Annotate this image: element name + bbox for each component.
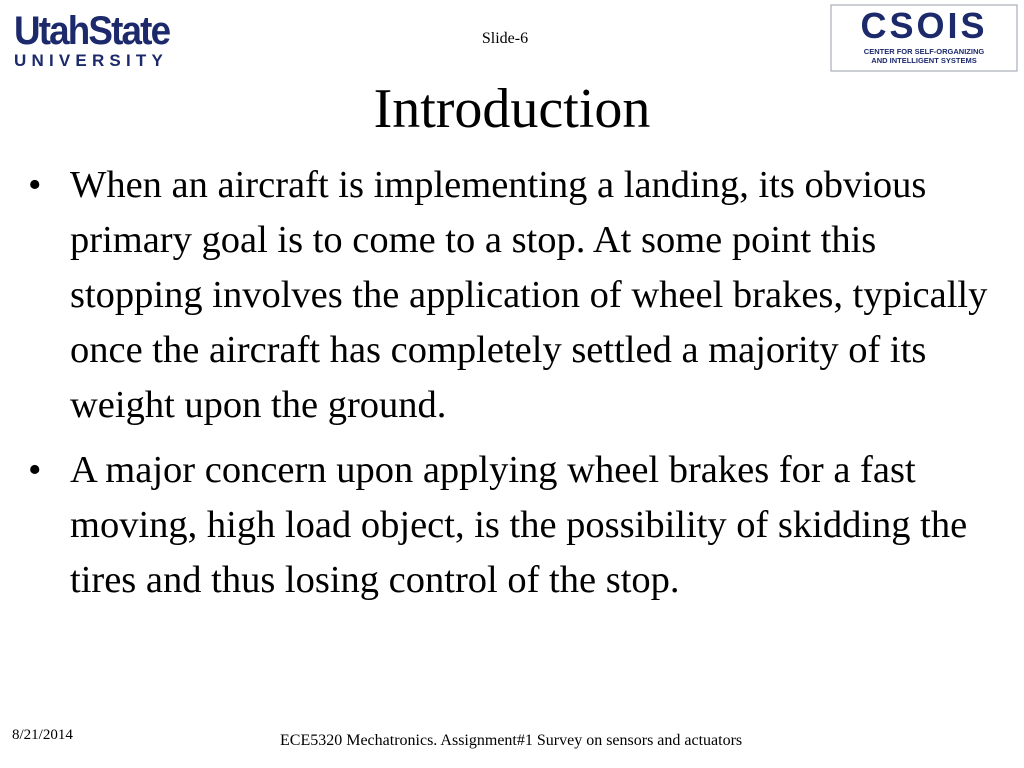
footer-course: ECE5320 Mechatronics. Assignment#1 Survey on sensors and actuators [280, 732, 743, 749]
bullet-text: A major concern upon applying wheel brakes for a fast moving, high load object, is the possibility of skidding the tires and thus losing control of the stop. [70, 449, 968, 601]
slide-number: Slide-6 [481, 30, 529, 47]
csois-logo-name: CSOIS [860, 5, 988, 46]
bullet-text: When an aircraft is implementing a landing, its obvious primary goal is to come to a stop. At some point this stopping involves the application of wheel brakes, typically once the aircraft has completely settled a majority of its weight upon the ground. [70, 164, 988, 426]
slide-title: Introduction [373, 78, 651, 140]
csois-logo [830, 4, 1018, 72]
bullet-item [28, 158, 988, 433]
csois-logo-sub1: CENTER FOR SELF-ORGANIZING [863, 47, 985, 56]
utah-state-university-logo [14, 10, 200, 72]
logo-wordmark: UtahState [14, 9, 170, 53]
footer-date: 8/21/2014 [12, 727, 73, 743]
bullet-item [28, 443, 988, 608]
bullet-list [28, 158, 988, 618]
bullet-icon: • [28, 164, 42, 206]
logo-subtitle: UNIVERSITY [14, 51, 169, 70]
csois-logo-sub2: AND INTELLIGENT SYSTEMS [871, 56, 977, 65]
bullet-icon: • [28, 449, 42, 491]
